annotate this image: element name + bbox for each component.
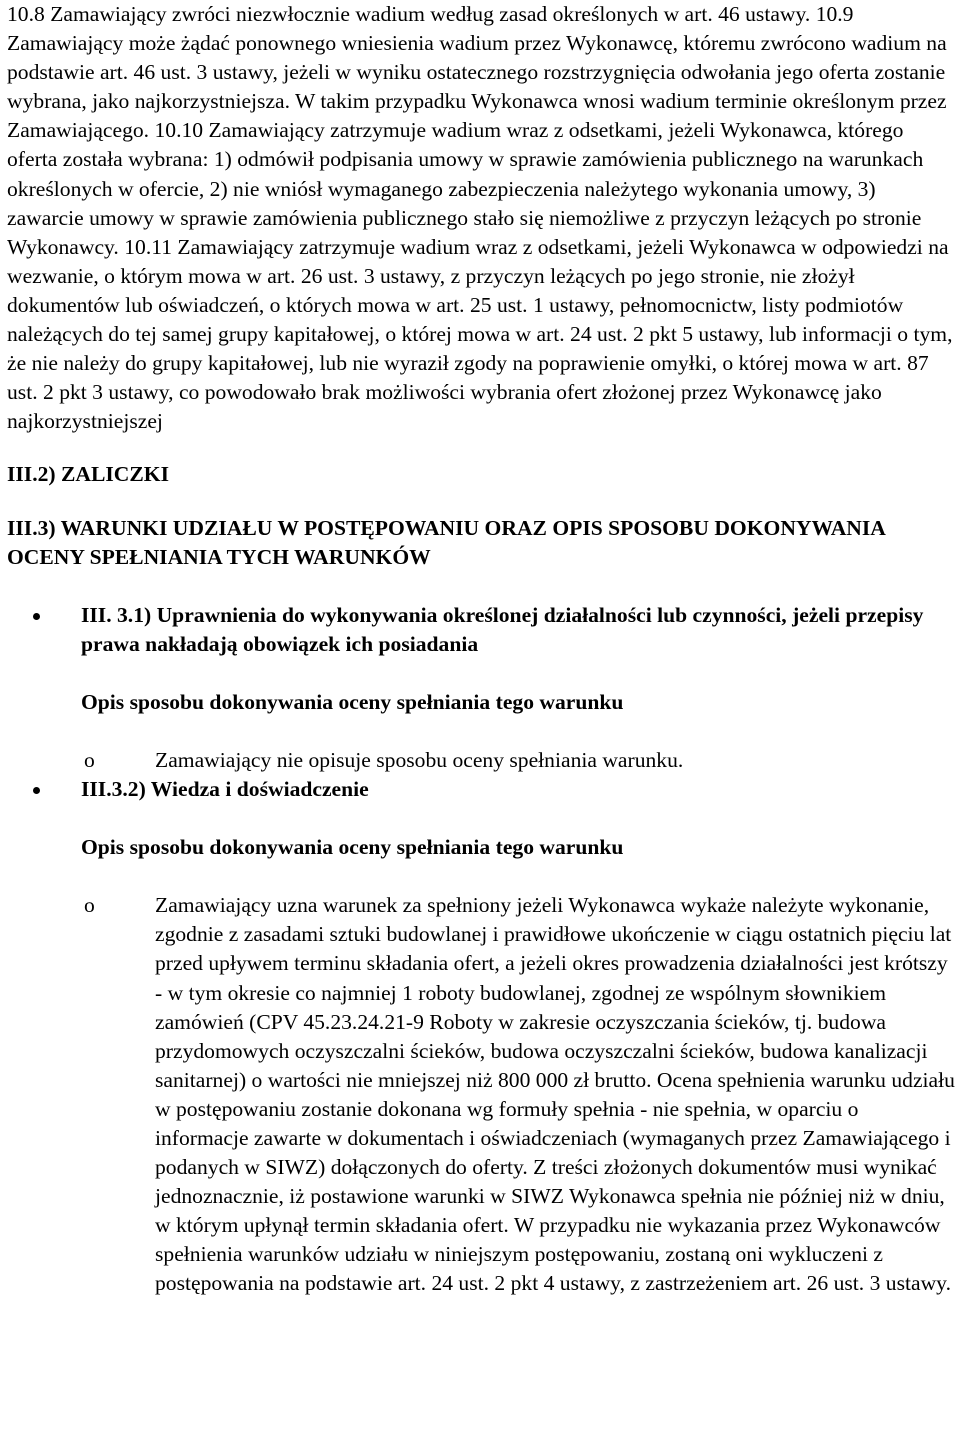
condition-item xyxy=(7,601,955,775)
conditions-list xyxy=(7,601,955,1299)
bullet-icon xyxy=(33,787,40,794)
document-page xyxy=(7,0,955,1299)
condition-description-list xyxy=(81,746,955,775)
condition-title: III.3.2) Wiedza i doświadczenie xyxy=(81,777,369,802)
intro-paragraph: 10.8 Zamawiający zwróci niezwłocznie wadium według zasad określonych w art. 46 ustawy. 10.9 Zamawiający może żądać ponownego wniesienia wadium przez Wykonawcę, któremu zwrócono wadium na podstawie art. 46 ust. 3 ustawy, jeżeli w wyniku ostatecznego rozstrzygnięcia odwołania jego oferta zostanie wybrana, jako najkorzystniejsza. W takim przypadku Wykonawca wnosi wadium terminie określonym przez Zamawiającego. 10.10 Zamawiający zatrzymuje wadium wraz z odsetkami, jeżeli Wykonawca, którego oferta została wybrana: 1) odmówił podpisania umowy w sprawie zamówienia publicznego na warunkach określonych w ofercie, 2) nie wniósł wymaganego zabezpieczenia należytego wykonania umowy, 3) zawarcie umowy w sprawie zamówienia publicznego stało się niemożliwe z przyczyn leżących po stronie Wykonawcy. 10.11 Zamawiający zatrzymuje wadium wraz z odsetkami, jeżeli Wykonawca w odpowiedzi na wezwanie, o którym mowa w art. 26 ust. 3 ustawy, z przyczyn leżących po jego stronie, nie złożył dokumentów lub oświadczeń, o których mowa w art. 25 ust. 1 ustawy, pełnomocnictw, listy podmiotów należących do tej samej grupy kapitałowej, o której mowa w art. 24 ust. 2 pkt 5 ustawy, lub informacji o tym, że nie należy do grupy kapitałowej, lub nie wyraził zgody na poprawienie omyłki, o której mowa w art. 87 ust. 2 pkt 3 ustawy, co powodowało brak możliwości wybrania ofert złożonej przez Wykonawcę jako najkorzystniejszej xyxy=(7,2,953,434)
condition-description: Zamawiający uzna warunek za spełniony jeżeli Wykonawca wykaże należyte wykonanie, zgodnie z zasadami sztuki budowlanej i prawidłowe ukończenie w ciągu ostatnich pięciu lat przed upływem terminu składania ofert, a jeżeli okres prowadzenia działalności jest krótszy - w tym okresie co najmniej 1 roboty budowlanej, zgodnej ze wspólnym słownikiem zamówień (CPV 45.23.24.21-9 Roboty w zakresie oczyszczania ścieków, tj. budowa przydomowych oczyszczalni ścieków, budowa oczyszczalni ścieków, budowa kanalizacji sanitarnej) o wartości nie mniejszej niż 800 000 zł brutto. Ocena spełnienia warunku udziału w postępowaniu zostanie dokonana wg formuły spełnia - nie spełnia, w oparciu o informacje zawarte w dokumentach i oświadczeniach (wymaganych przez Zamawiającego i podanych w SIWZ) dołączonych do oferty. Z treści złożonych dokumentów musi wynikać jednoznacznie, iż postawione warunki w SIWZ Wykonawca spełnia nie później niż w dniu, w którym upłynął termin składania ofert. W przypadku nie wykazania przez Wykonawców spełnienia warunków udziału w niniejszym postępowaniu, zostaną oni wykluczeni z postępowania na podstawie art. 24 ust. 2 pkt 4 ustawy, z zastrzeżeniem art. 26 ust. 3 ustawy. xyxy=(155,893,955,1296)
circle-bullet-icon: o xyxy=(84,747,95,772)
condition-title: III. 3.1) Uprawnienia do wykonywania określonej działalności lub czynności, jeżeli przepisy prawa nakładają obowiązek ich posiadania xyxy=(81,602,924,656)
condition-item xyxy=(7,775,955,1299)
section-heading-warunki: III.3) WARUNKI UDZIAŁU W POSTĘPOWANIU ORAZ OPIS SPOSOBU DOKONYWANIA OCENY SPEŁNIANIA TYCH WARUNKÓW xyxy=(7,515,885,569)
condition-subheading: Opis sposobu dokonywania oceny spełniania tego warunku xyxy=(81,689,624,714)
section-heading-zaliczki: III.2) ZALICZKI xyxy=(7,462,169,487)
condition-subheading: Opis sposobu dokonywania oceny spełniania tego warunku xyxy=(81,835,624,860)
circle-bullet-icon: o xyxy=(84,893,95,918)
bullet-icon xyxy=(33,613,40,620)
condition-description: Zamawiający nie opisuje sposobu oceny spełniania warunku. xyxy=(155,747,684,772)
condition-description-list xyxy=(81,891,955,1298)
condition-description-item xyxy=(7,746,955,775)
condition-description-item xyxy=(7,891,955,1298)
